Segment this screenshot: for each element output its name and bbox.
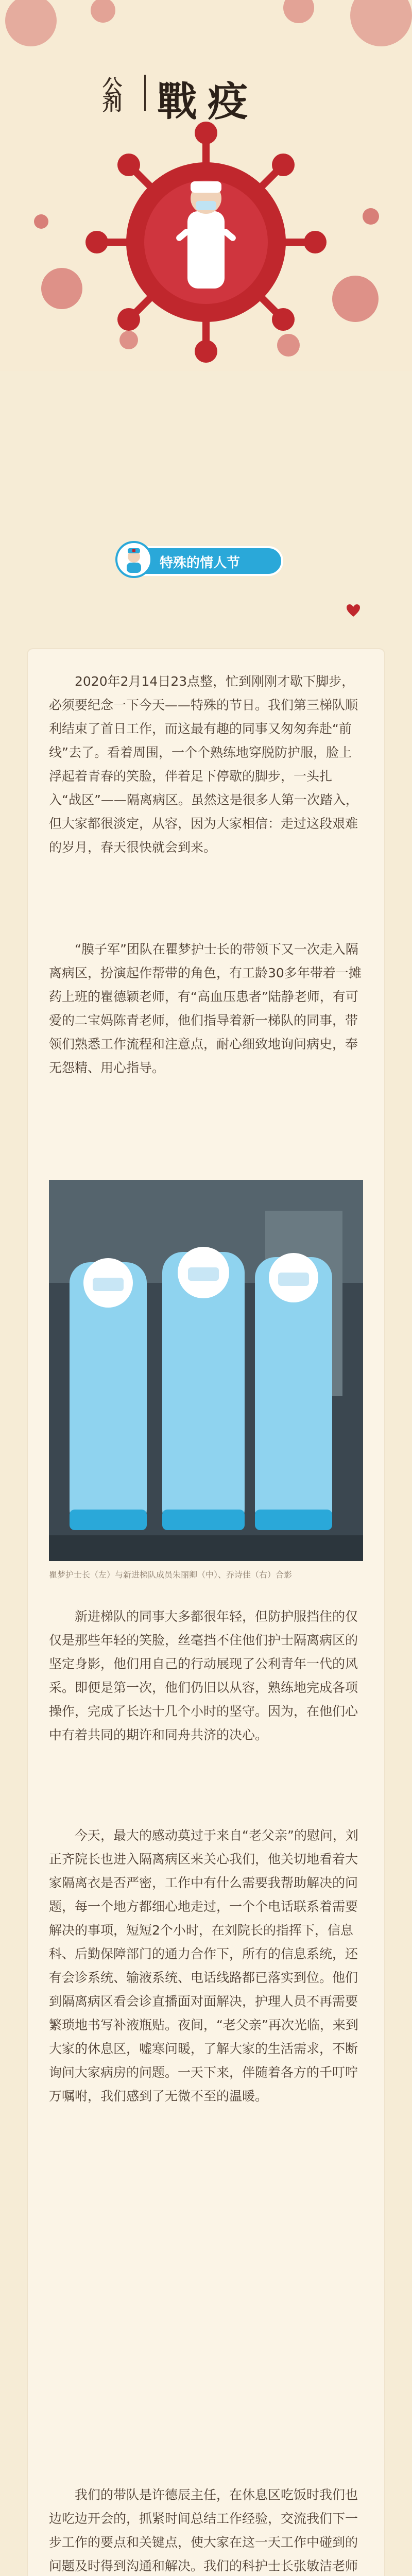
photo-nurses — [49, 1180, 363, 1561]
photo-caption-1: 瞿梦护士长（左）与新进梯队成员朱丽卿（中）、乔诗佳（右）合影 — [49, 1570, 293, 1580]
paragraph-3: 新进梯队的同事大多都很年轻，但防护服挡住的仅仅是那些年轻的笑脸，丝毫挡不住他们护士隔离病区的坚定身影，他们用自己的行动展现了公利青年一代的风采。即便是第一次，他们仍旧以从容，熟练地完成各项操作，完成了长达十几个小时的坚守。因为，在他们心中有着共同的期许和同舟共济的决心。 — [49, 1609, 358, 1742]
paragraph-4: 今天，最大的感动莫过于来自“老父亲”的慰问，刘正齐院长也进入隔离病区来关心我们，他关切地看着大家隔离衣是否严密，工作中有什么需要我帮助解决的问题，每一个地方都细心地走过，一个个电话联系着需要解决的事项，短短2个小时，在刘院长的指挥下，信息科、后勤保障部门的通力合作下，所有的信息系统，还有会诊系统、输液系统、电话线路都已落实到位。他们到隔离病区看会诊直播面对面解决，护理人员不再需要繁琐地书写补液瓶贴。夜间，“老父亲”再次光临，来到大家的休息区，嘘寒问暖，了解大家的生活需求，不断询问大家病房的问题。一天下来，伴随着各方的千叮咛万嘱咐，我们感到了无微不至的温暖。 — [49, 1828, 358, 2104]
title-small-text: 公剂 — [99, 76, 123, 109]
heart-icon — [346, 604, 360, 617]
nurse-icon — [115, 541, 152, 578]
paragraph-2: “膜子军”团队在瞿梦护士长的带领下又一次走入隔离病区，扮演起作帮带的角色，有工龄30多年带着一摊药上班的瞿德颖老师，有“高血压患者”陆静老师，有可爱的二宝妈陈青老师，他们指导着新一梯队的同事，带领们熟悉工作流程和注意点，耐心细致地询问病史，奉无怨精、用心指导。 — [49, 942, 362, 1075]
paragraph-1: 2020年2月14日23点整，忙到刚刚才歇下脚步，必须要纪念一下今天——特殊的节日。我们第三梯队顺利结束了首日工作，而这最有趣的同事又匆匆奔赴“前线”去了。看着周围，一个个熟练地穿脱防护服，脸上浮起着青春的笑脸，伴着足下停歇的脚步，一头扎入“战区”——隔离病区。虽然这是很多人第一次踏入，但大家都很淡定，从容，因为大家相信：走过这段艰难的岁月，春天很快就会到来。 — [49, 674, 358, 855]
section-tag — [129, 546, 283, 576]
title-group — [88, 62, 324, 124]
title-divider — [144, 75, 146, 111]
header-banner — [0, 0, 412, 371]
virus-illustration — [0, 0, 412, 371]
paragraph-5: 我们的带队是许德辰主任，在休息区吃饭时我们也边吃边开会的，抓紧时间总结工作经验，交流我们下一步工作的要点和关键点，使大家在这一天工作中碰到的问题及时得到沟通和解决。我们的科护士长张敏洁老师 — [49, 2487, 358, 2573]
title-small — [88, 67, 134, 118]
section-tag-label: 特殊的情人节 — [160, 555, 241, 571]
page-title: 戰疫 — [157, 78, 259, 125]
